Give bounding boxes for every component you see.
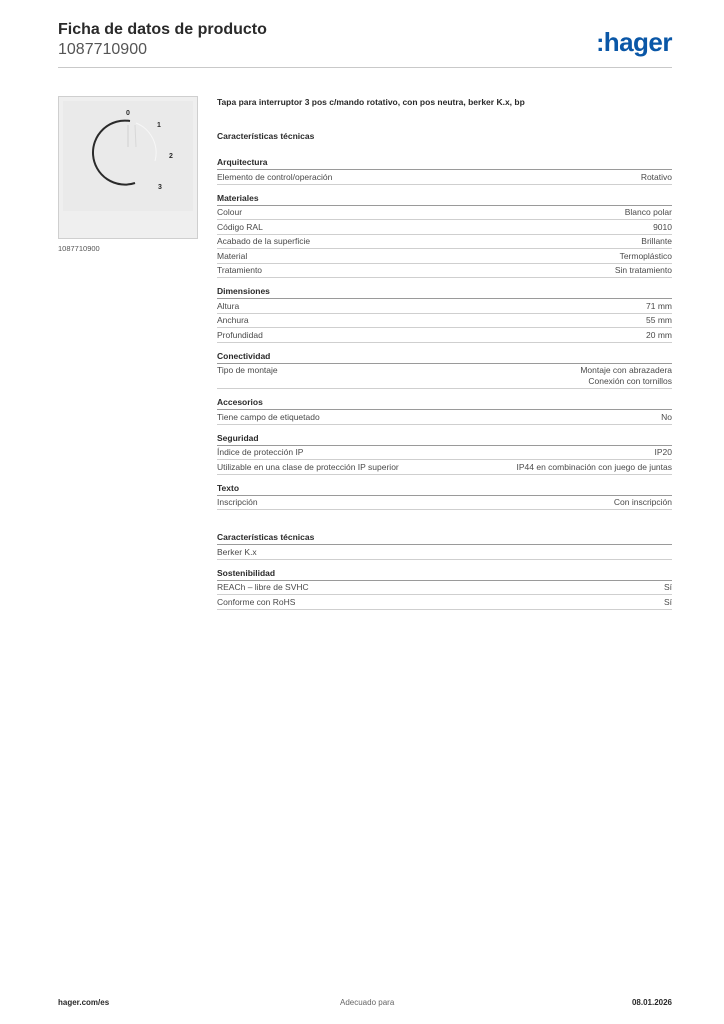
spec-label: Código RAL: [217, 221, 263, 232]
section-accesorios: [217, 397, 672, 425]
footer-website-link[interactable]: hager.com/es: [58, 998, 110, 1007]
spec-value: 55 mm: [646, 315, 672, 325]
dial-label-2: 2: [169, 153, 173, 160]
dial-mark-1: [135, 125, 136, 147]
spec-value: No: [661, 411, 672, 422]
spec-row: [217, 206, 672, 221]
spec-value: 20 mm: [646, 329, 672, 340]
dial-label-3: 3: [158, 184, 162, 191]
spec-value: Con inscripción: [613, 497, 672, 507]
document-title: Ficha de datos de producto: [58, 21, 267, 38]
footer-center-text: Adecuado para: [340, 998, 395, 1007]
spec-label: Colour: [217, 207, 243, 217]
spec-row: [217, 446, 672, 461]
dial-label-0: 0: [126, 110, 130, 117]
section-conectividad: [217, 351, 672, 390]
spec-label: Tipo de montaje: [217, 365, 278, 375]
spec-row: [217, 170, 672, 185]
spec-value-line: Montaje con abrazadera: [580, 365, 672, 375]
spec-row: [217, 235, 672, 250]
spec-row: [217, 264, 672, 279]
section-dimensiones: [217, 286, 672, 343]
image-caption: 1087710900: [58, 244, 100, 253]
spec-value: [580, 365, 672, 387]
spec-row: [217, 328, 672, 343]
spec-label: Acabado de la superficie: [217, 236, 311, 246]
dial-highlight: [136, 123, 156, 161]
product-description: Tapa para interruptor 3 pos c/mando rotativo, con pos neutra, berker K.x, bp: [217, 97, 525, 107]
spec-label: Altura: [217, 300, 240, 311]
dial-label-1: 1: [157, 122, 161, 129]
spec-row: [217, 220, 672, 235]
dial-arc: [93, 121, 135, 185]
rotary-dial-graphic: [63, 101, 193, 211]
spec-row: [217, 249, 672, 264]
logo-text: hager: [603, 27, 672, 57]
spec-row: [217, 460, 672, 475]
spec-label: Berker K.x: [217, 546, 257, 557]
product-image: [58, 96, 198, 239]
spec-value: Rotativo: [640, 171, 672, 182]
section-title: Conectividad: [217, 351, 672, 364]
spec-row: [217, 299, 672, 314]
header-divider: [58, 67, 672, 68]
section-title: Dimensiones: [217, 286, 672, 299]
spec-value: 71 mm: [646, 300, 672, 311]
spec-value-line: Conexión con tornillos: [588, 376, 672, 386]
spec-label: Tratamiento: [217, 265, 263, 275]
logo-prefix: :: [596, 30, 604, 57]
footer-date: 08.01.2026: [631, 998, 672, 1007]
spec-label: Conforme con RoHS: [217, 596, 296, 607]
section-title: Sostenibilidad: [217, 568, 672, 581]
product-image-background: [63, 101, 193, 211]
section-title: Seguridad: [217, 433, 672, 446]
spec-label: Inscripción: [217, 497, 258, 507]
spec-value: Sí: [663, 596, 672, 607]
spec-label: Utilizable en una clase de protección IP superior: [217, 461, 399, 472]
spec-row: [217, 595, 672, 610]
spec-value: Blanco polar: [624, 207, 672, 217]
section-seguridad: [217, 433, 672, 475]
section-title: Accesorios: [217, 397, 672, 410]
spec-label: Anchura: [217, 315, 249, 325]
section-title: Materiales: [217, 193, 672, 206]
document-header: [58, 20, 267, 59]
section-title: Arquitectura: [217, 157, 672, 170]
spec-value: IP20: [654, 447, 672, 457]
section-title: Características técnicas: [217, 532, 672, 545]
spec-row: [217, 581, 672, 596]
spec-value: Sin tratamiento: [614, 265, 672, 275]
spec-label: Profundidad: [217, 329, 263, 340]
spec-label: Material: [217, 250, 248, 261]
section-arquitectura: [217, 157, 672, 185]
spec-row: [217, 545, 672, 560]
spec-value: Termoplástico: [619, 250, 672, 261]
product-code: 1087710900: [58, 41, 147, 58]
section-extra-specs: [217, 532, 672, 560]
section-sostenibilidad: [217, 568, 672, 610]
spec-row: [217, 410, 672, 425]
section-texto: [217, 483, 672, 511]
spec-value: 9010: [653, 221, 672, 232]
spec-value: Brillante: [641, 236, 672, 246]
hager-logo: [596, 28, 672, 58]
tech-specs-heading: Características técnicas: [217, 131, 315, 141]
spec-label: REACh – libre de SVHC: [217, 582, 309, 592]
spec-value: IP44 en combinación con juego de juntas: [516, 461, 672, 472]
spec-label: Tiene campo de etiquetado: [217, 411, 320, 422]
spec-label: Índice de protección IP: [217, 447, 304, 457]
section-title: Texto: [217, 483, 672, 496]
spec-row: [217, 364, 672, 390]
spec-row: [217, 314, 672, 329]
product-specifications: [217, 97, 672, 618]
spec-value: Sí: [663, 582, 672, 592]
section-materiales: [217, 193, 672, 279]
spec-label: Elemento de control/operación: [217, 171, 333, 182]
spec-row: [217, 496, 672, 511]
section-spacer: [217, 518, 672, 532]
